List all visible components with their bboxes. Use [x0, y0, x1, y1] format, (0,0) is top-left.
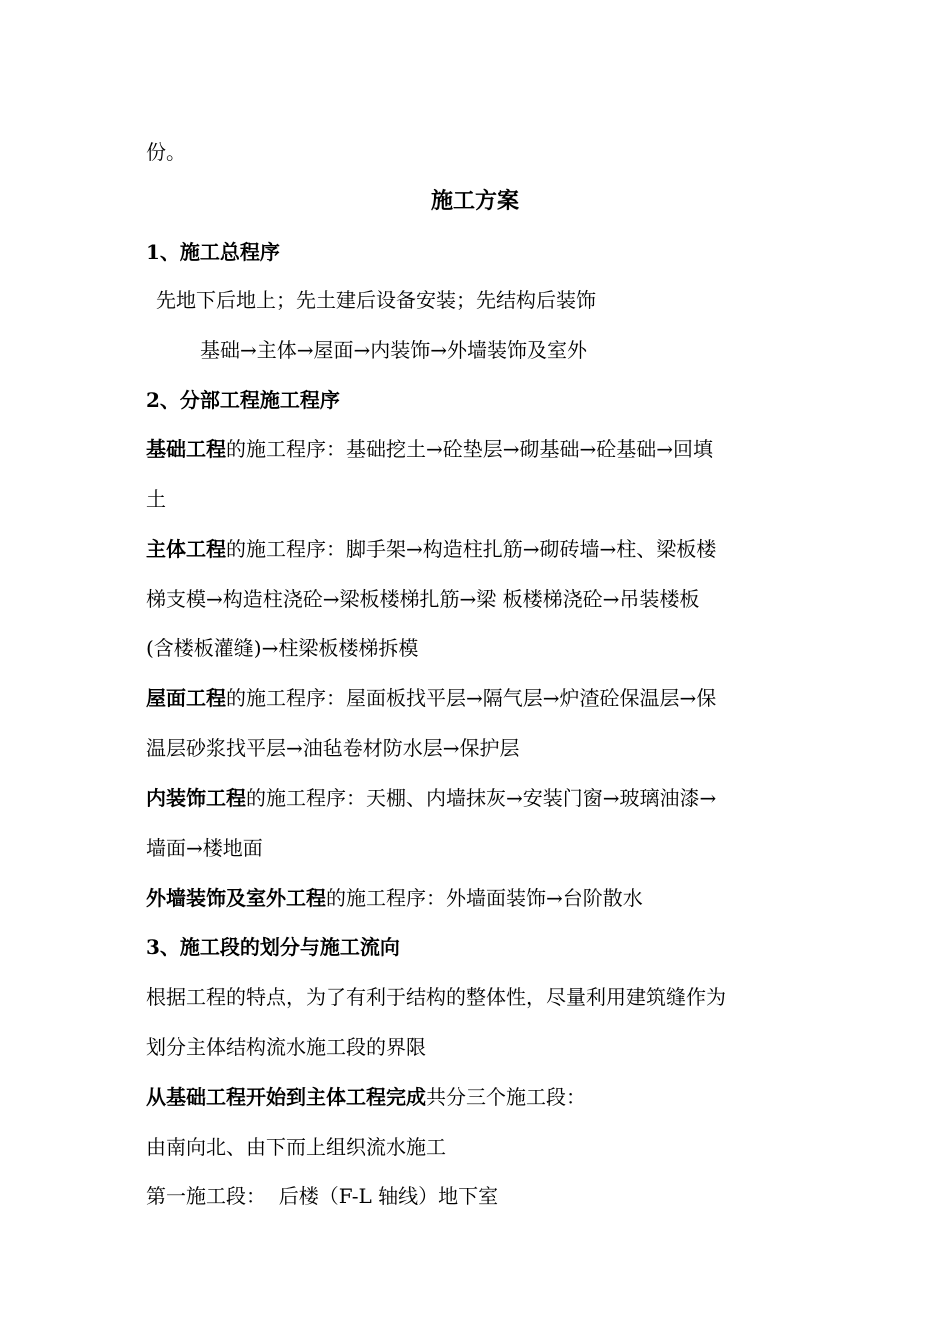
continuation-text: 份。: [146, 140, 186, 164]
roof-paragraph: [146, 686, 816, 710]
foundation-paragraph-cont: 土: [146, 487, 166, 511]
roof-label: 屋面工程: [146, 686, 226, 710]
interior-paragraph-cont: 墙面→楼地面: [146, 836, 263, 860]
segments-label: 从基础工程开始到主体工程完成: [146, 1085, 426, 1109]
segments-text: 共分三个施工段：: [426, 1085, 586, 1109]
main-structure-cont-1: 梯支模→构造柱浇砼→梁板楼梯扎筋→梁 板楼梯浇砼→吊装楼板: [146, 587, 700, 611]
interior-paragraph: [146, 786, 816, 810]
page-title: 施工方案: [430, 188, 519, 214]
segments-paragraph: [146, 1085, 816, 1109]
exterior-label: 外墙装饰及室外工程: [146, 886, 326, 910]
main-structure-text: 的施工程序：脚手架→构造柱扎筋→砌砖墙→柱、梁板楼: [226, 537, 717, 561]
main-structure-cont-2: (含楼板灌缝)→柱梁板楼梯拆模: [146, 636, 419, 660]
first-segment: 第一施工段： 后楼（F-L 轴线）地下室: [146, 1184, 499, 1208]
flow-direction: 由南向北、由下而上组织流水施工: [146, 1135, 446, 1159]
division-paragraph: 根据工程的特点，为了有利于结构的整体性，尽量利用建筑缝作为: [146, 985, 726, 1009]
exterior-paragraph: [146, 886, 816, 910]
main-structure-paragraph: [146, 537, 816, 561]
foundation-text: 的施工程序：基础挖土→砼垫层→砌基础→砼基础→回填: [226, 437, 714, 461]
roof-paragraph-cont: 温层砂浆找平层→油毡卷材防水层→保护层: [146, 736, 520, 760]
section-heading-3: 3、施工段的划分与施工流向: [146, 935, 400, 959]
main-structure-label: 主体工程: [146, 537, 226, 561]
foundation-label: 基础工程: [146, 437, 226, 461]
roof-text: 的施工程序：屋面板找平层→隔气层→炉渣砼保温层→保: [226, 686, 717, 710]
general-sequence-flow: 基础→主体→屋面→内装饰→外墙装饰及室外: [200, 338, 588, 362]
interior-label: 内装饰工程: [146, 786, 246, 810]
section-heading-2: 2、分部工程施工程序: [146, 388, 340, 412]
foundation-paragraph: [146, 437, 816, 461]
exterior-text: 的施工程序：外墙面装饰→台阶散水: [326, 886, 643, 910]
general-sequence-rule: 先地下后地上；先土建后设备安装；先结构后装饰: [156, 288, 596, 312]
interior-text: 的施工程序：天棚、内墙抹灰→安装门窗→玻璃油漆→: [246, 786, 717, 810]
section-heading-1: 1、施工总程序: [146, 240, 280, 264]
division-paragraph-cont: 划分主体结构流水施工段的界限: [146, 1035, 426, 1059]
